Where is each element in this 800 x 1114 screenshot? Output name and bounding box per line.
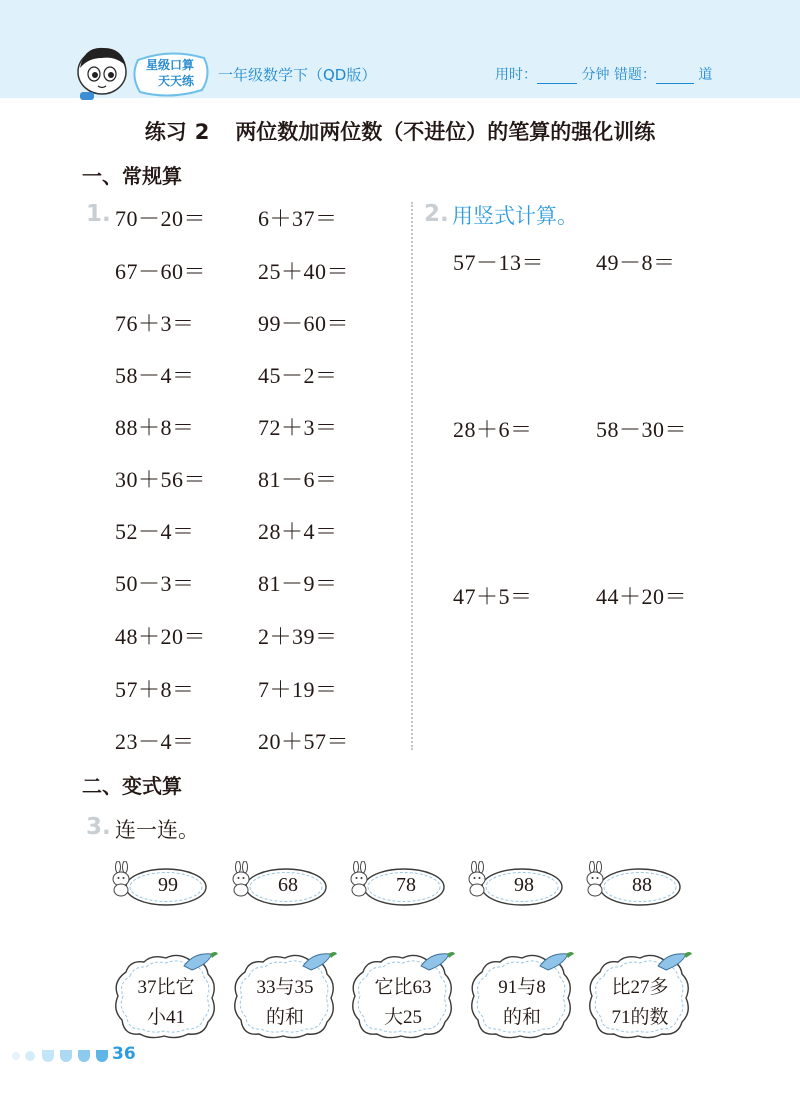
clue-line: 的和 <box>265 1007 304 1028</box>
q1-equation: 76＋3＝ <box>115 311 195 336</box>
exercise-title <box>0 116 800 146</box>
answer-number: 88 <box>632 874 652 896</box>
q1-equation: 45－2＝ <box>258 363 338 388</box>
section-heading-routine: 一、常规算 <box>82 164 182 188</box>
clue-line: 它比63 <box>374 977 432 998</box>
clue-cloud[interactable] <box>231 950 339 1040</box>
q3-number: 3. <box>86 814 111 840</box>
q2-problem: 28＋6＝ <box>453 417 533 442</box>
column-divider <box>411 202 413 750</box>
answer-number: 78 <box>396 874 416 896</box>
q3-instruction: 连一连。 <box>115 818 199 842</box>
answer-oval[interactable] <box>464 861 564 909</box>
minute-label: 分钟 <box>581 67 610 83</box>
q2-instruction: 用竖式计算。 <box>452 204 578 228</box>
q1-equation: 25＋40＝ <box>258 259 350 284</box>
q1-equation: 99－60＝ <box>258 311 350 336</box>
clue-line: 37比它 <box>137 977 195 998</box>
errors-label: 错题： <box>613 67 656 83</box>
exercise-prefix: 练习 <box>144 120 187 144</box>
q2-problem: 44＋20＝ <box>596 584 688 609</box>
q1-equation: 30＋56＝ <box>115 467 207 492</box>
clue-line: 的和 <box>502 1007 541 1028</box>
q1-equation: 23－4＝ <box>115 729 195 754</box>
clue-cloud[interactable] <box>349 950 457 1040</box>
footer-dots-decoration <box>10 1046 110 1066</box>
clue-cloud[interactable] <box>586 950 694 1040</box>
q2-problem: 49－8＝ <box>596 250 676 275</box>
q1-equation: 58－4＝ <box>115 363 195 388</box>
exercise-name: 两位数加两位数（不进位）的笔算的强化训练 <box>235 120 656 144</box>
exercise-number: 2 <box>194 120 210 144</box>
answer-number: 98 <box>514 874 534 896</box>
q1-equation: 52－4＝ <box>115 519 195 544</box>
time-blank[interactable] <box>537 69 577 84</box>
time-record <box>495 64 712 84</box>
q1-equation: 57＋8＝ <box>115 677 195 702</box>
mascot-character-icon <box>74 42 134 102</box>
clue-line: 大25 <box>383 1007 422 1028</box>
clue-line: 71的数 <box>611 1007 669 1028</box>
errors-blank[interactable] <box>656 69 694 84</box>
q1-equation: 6＋37＝ <box>258 206 338 231</box>
clue-line: 小41 <box>146 1007 185 1028</box>
book-title: 一年级数学下（QD版） <box>218 66 377 84</box>
clue-line: 33与35 <box>256 977 314 998</box>
q1-equation: 67－60＝ <box>115 259 207 284</box>
page-number: 36 <box>112 1044 136 1064</box>
answer-oval[interactable] <box>346 861 446 909</box>
q1-equation: 70－20＝ <box>115 206 207 231</box>
logo-title: 星级口算 <box>146 58 195 72</box>
clue-line: 比27多 <box>611 977 669 998</box>
q1-equation: 88＋8＝ <box>115 415 195 440</box>
clue-line: 91与8 <box>498 977 546 998</box>
section-heading-variant: 二、变式算 <box>82 774 182 798</box>
answer-number: 99 <box>158 874 178 896</box>
q1-equation: 7＋19＝ <box>258 677 338 702</box>
q1-equation: 72＋3＝ <box>258 415 338 440</box>
q2-problem: 58－30＝ <box>596 417 688 442</box>
q1-equation: 81－6＝ <box>258 467 338 492</box>
answer-oval[interactable] <box>108 861 208 909</box>
q1-number: 1. <box>86 201 111 227</box>
q2-problem: 57－13＝ <box>453 250 545 275</box>
q2-number: 2. <box>424 201 449 227</box>
answer-number: 68 <box>278 874 298 896</box>
clue-cloud[interactable] <box>468 950 576 1040</box>
q1-equation: 50－3＝ <box>115 571 195 596</box>
answer-oval[interactable] <box>228 861 328 909</box>
q1-equation: 48＋20＝ <box>115 624 207 649</box>
q1-equation: 28＋4＝ <box>258 519 338 544</box>
time-label: 用时： <box>495 67 537 83</box>
logo-subtitle: 天天练 <box>158 74 195 88</box>
q1-equation: 81－9＝ <box>258 571 338 596</box>
q2-problem: 47＋5＝ <box>453 584 533 609</box>
errors-unit: 道 <box>698 67 713 83</box>
q1-equation: 20＋57＝ <box>258 729 350 754</box>
q1-equation: 2＋39＝ <box>258 624 338 649</box>
clue-cloud[interactable] <box>112 950 220 1040</box>
answer-oval[interactable] <box>582 861 682 909</box>
